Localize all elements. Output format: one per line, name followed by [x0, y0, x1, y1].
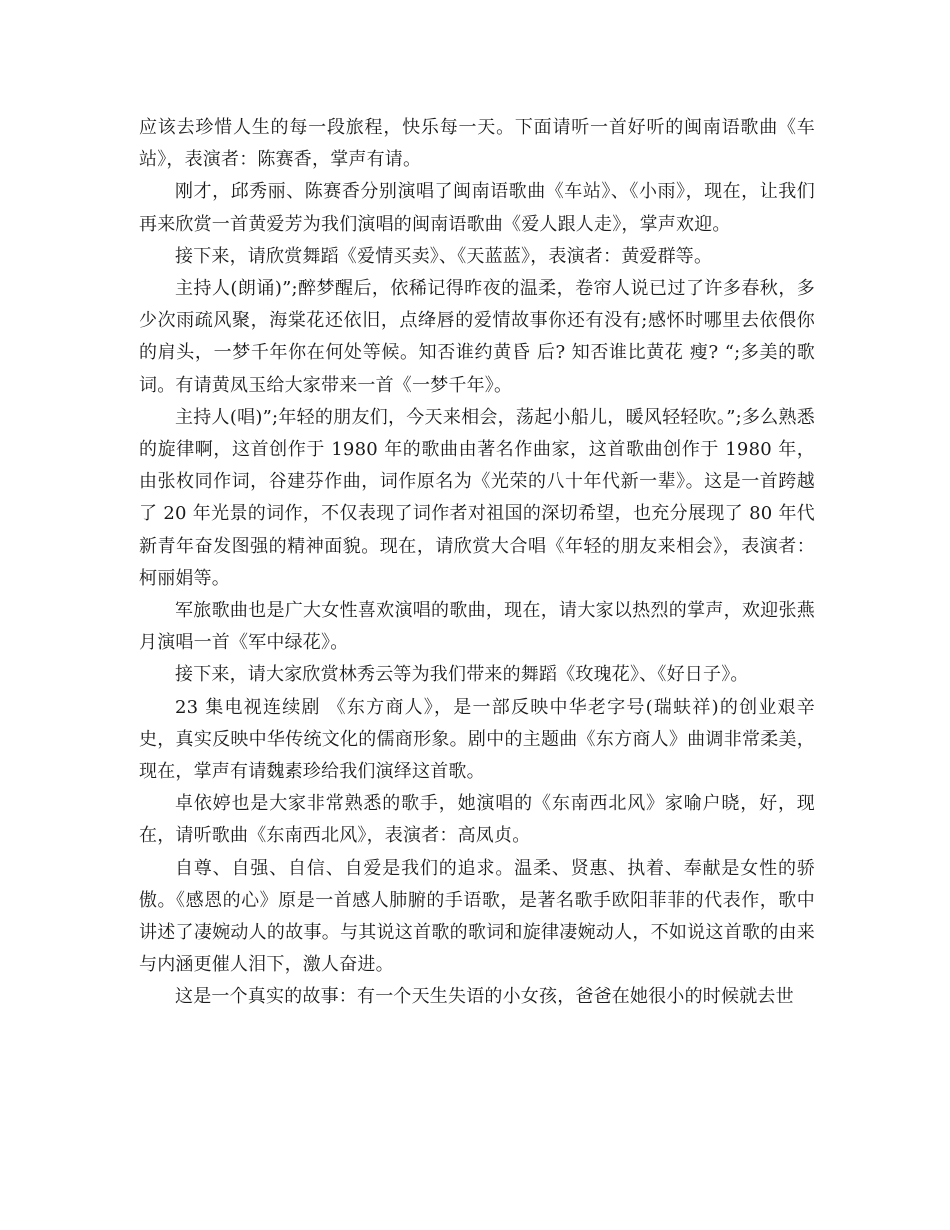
document-body [139, 112, 815, 1014]
paragraph-2: 刚才，邱秀丽、陈赛香分别演唱了闽南语歌曲《车站》、《小雨》，现在，让我们再来欣赏一首黄爱芳为我们演唱的闽南语歌曲《爱人跟人走》，掌声欢迎。 [139, 181, 815, 235]
paragraph-3: 接下来，请欣赏舞蹈《爱情买卖》、《天蓝蓝》，表演者：黄爱群等。 [175, 245, 713, 267]
paragraph-11: 这是一个真实的故事：有一个天生失语的小女孩，爸爸在她很小的时候就去世 [175, 986, 794, 1008]
paragraph-10: 自尊、自强、自信、自爱是我们的追求。温柔、贤惠、执着、奉献是女性的骄傲。《感恩的心》原是一首感人肺腑的手语歌，是著名歌手欧阳菲菲的代表作，歌中讲述了凄婉动人的故事。与其说这首歌的歌词和旋律凄婉动人，不如说这首歌的由来与内涵更催人泪下，激人奋进。 [139, 857, 815, 976]
paragraph-5: 主持人(唱)”;年轻的朋友们，今天来相会，荡起小船儿，暖风轻轻吹。”;多么熟悉的旋律啊，这首创作于 1980 年的歌曲由著名作曲家，这首歌曲创作于 1980 年，由张枚同作词，谷建芬作曲，词作原名为《光荣的八十年代新一辈》。这是一首跨越了 20 年光景的词作，不仅表现了词作者对祖国的深切希望，也充分展现了 80 年代新青年奋发图强的精神面貌。现在，请欣赏大合唱《年轻的朋友来相会》，表演者：柯丽娟等。 [139, 406, 815, 589]
paragraph-7: 接下来，请大家欣赏林秀云等为我们带来的舞蹈《玫瑰花》、《好日子》。 [175, 664, 749, 686]
paragraph-4: 主持人(朗诵)”;醉梦醒后，依稀记得昨夜的温柔，卷帘人说已过了许多春秋，多少次雨疏风聚，海棠花还依旧，点绛唇的爱情故事你还有没有;感怀时哪里去依偎你的肩头，一梦千年你在何处等候。知否谁约黄昏 后? 知否谁比黄花 瘦? “;多美的歌词。有请黄凤玉给大家带来一首《一梦千年》。 [139, 278, 815, 396]
paragraph-1: 应该去珍惜人生的每一段旅程，快乐每一天。下面请听一首好听的闽南语歌曲《车站》，表演者：陈赛香，掌声有请。 [139, 117, 815, 171]
paragraph-9: 卓依婷也是大家非常熟悉的歌手，她演唱的《东南西北风》家喻户晓，好，现在，请听歌曲《东南西北风》，表演者：高凤贞。 [139, 793, 815, 847]
paragraph-6: 军旅歌曲也是广大女性喜欢演唱的歌曲，现在，请大家以热烈的掌声，欢迎张燕月演唱一首《军中绿花》。 [139, 600, 815, 654]
paragraph-8: 23 集电视连续剧 《东方商人》，是一部反映中华老字号(瑞蚨祥)的创业艰辛史，真实反映中华传统文化的儒商形象。剧中的主题曲《东方商人》曲调非常柔美，现在，掌声有请魏素珍给我们演绎这首歌。 [139, 696, 815, 783]
